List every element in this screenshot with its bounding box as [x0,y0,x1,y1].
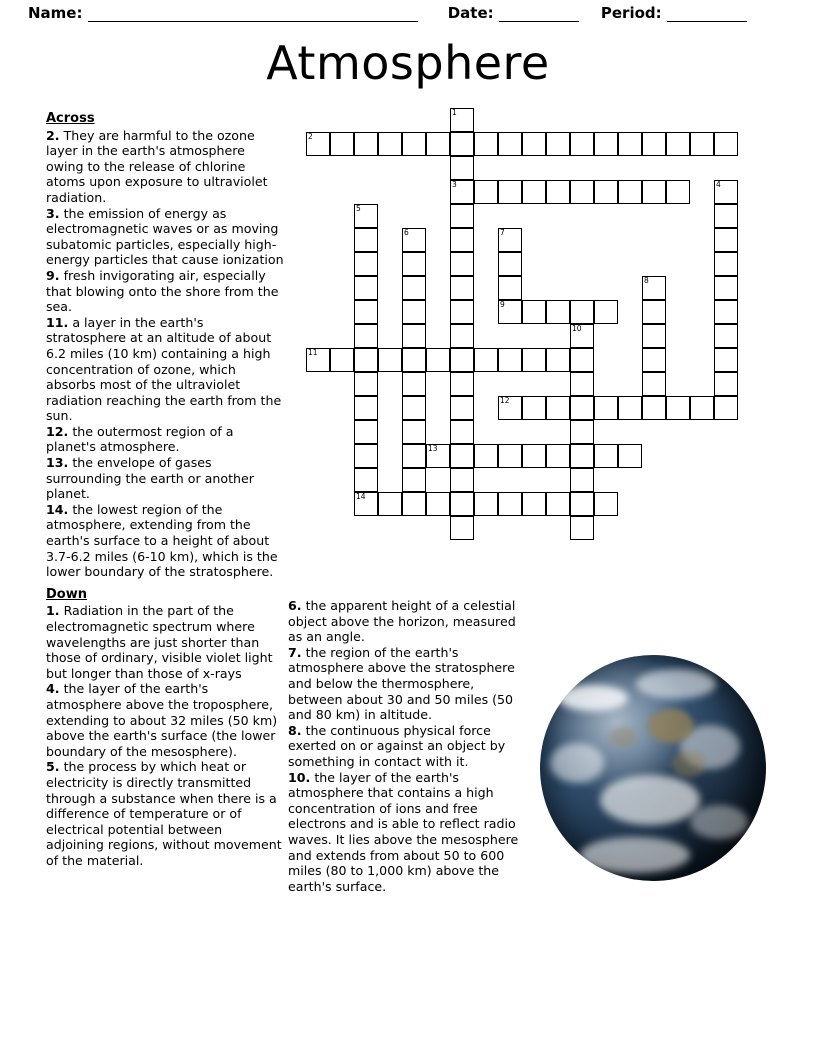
crossword-cell[interactable] [714,324,738,348]
crossword-cell[interactable] [714,348,738,372]
clue-down-4 [46,681,284,759]
date-input-rule[interactable] [499,9,579,22]
page-title: Atmosphere [266,36,550,90]
crossword-cell[interactable] [570,372,594,396]
clue-text: the layer of the earth's atmosphere above the troposphere, extending to about 32 miles (50 km) above the earth's surface (the lower boundary of the mesosphere). [46,681,278,759]
crossword-cell[interactable] [450,276,474,300]
clue-across-14 [46,502,284,580]
cell-number: 14 [356,492,366,501]
crossword-cell[interactable] [402,276,426,300]
clue-number: 8. [288,722,302,738]
crossword-cell[interactable] [546,348,570,372]
clue-down-8 [288,723,524,770]
crossword-cell[interactable] [354,324,378,348]
clue-across-9 [46,268,284,315]
clue-down-10 [288,770,524,895]
crossword-cell[interactable] [402,132,426,156]
crossword-cell[interactable] [570,132,594,156]
crossword-cell[interactable] [354,276,378,300]
clue-text: the region of the earth's atmosphere above the stratosphere and below the thermosphere, between about 30 and 50 miles (50 and 80 km) in altitude. [288,644,515,723]
student-info-header [0,0,816,26]
crossword-cell[interactable] [474,132,498,156]
crossword-cell[interactable] [498,396,522,420]
crossword-cell[interactable] [450,396,474,420]
crossword-cell[interactable] [714,276,738,300]
crossword-cell[interactable] [714,372,738,396]
crossword-cell[interactable] [354,300,378,324]
crossword-cell[interactable] [498,228,522,252]
crossword-cell[interactable] [570,180,594,204]
clue-number: 3. [46,205,60,221]
crossword-cell[interactable] [354,348,378,372]
crossword-cell[interactable] [594,132,618,156]
crossword-cell[interactable] [570,396,594,420]
clue-number: 4. [46,681,60,697]
crossword-cell[interactable] [450,516,474,540]
crossword-cell[interactable] [570,324,594,348]
crossword-cell[interactable] [714,228,738,252]
crossword-cell[interactable] [522,180,546,204]
crossword-cell[interactable] [450,132,474,156]
clue-text: the process by which heat or electricity is directly transmitted through a substance when there is a difference of temperature or of electrical potential between adjoining regions, without movement of the material. [46,759,282,868]
crossword-cell[interactable] [690,132,714,156]
crossword-cell[interactable] [570,420,594,444]
crossword-cell[interactable] [402,420,426,444]
crossword-cell[interactable] [642,276,666,300]
cell-number: 8 [644,276,649,285]
crossword-cell[interactable] [474,492,498,516]
crossword-cell[interactable] [354,204,378,228]
clue-across-11 [46,315,284,424]
crossword-cell[interactable] [402,372,426,396]
crossword-cell[interactable] [402,396,426,420]
crossword-cell[interactable] [426,444,450,468]
crossword-cell[interactable] [618,132,642,156]
crossword-cell[interactable] [498,300,522,324]
clues-column-middle [288,598,524,894]
earth-photo [540,655,766,881]
crossword-cell[interactable] [642,324,666,348]
crossword-cell[interactable] [570,300,594,324]
crossword-cell[interactable] [642,396,666,420]
clue-text: the continuous physical force exerted on or against an object by something in contact with it. [288,722,506,769]
crossword-cell[interactable] [450,204,474,228]
crossword-cell[interactable] [498,444,522,468]
crossword-cell[interactable] [570,468,594,492]
clue-number: 10. [288,769,311,785]
clue-text: the apparent height of a celestial object above the horizon, measured as an angle. [288,598,516,645]
clue-down-6 [288,598,524,645]
crossword-cell[interactable] [666,396,690,420]
crossword-cell[interactable] [450,252,474,276]
crossword-cell[interactable] [522,348,546,372]
crossword-cell[interactable] [498,180,522,204]
down-heading: Down [46,586,87,602]
crossword-cell[interactable] [546,132,570,156]
crossword-cell[interactable] [450,108,474,132]
crossword-cell[interactable] [498,276,522,300]
clue-text: the outermost region of a planet's atmosphere. [46,423,234,455]
crossword-cell[interactable] [474,348,498,372]
crossword-cell[interactable] [354,228,378,252]
crossword-cell[interactable] [546,300,570,324]
period-input-rule[interactable] [667,9,747,22]
crossword-cell[interactable] [642,132,666,156]
crossword-cell[interactable] [354,468,378,492]
clue-text: They are harmful to the ozone layer in the earth's atmosphere owing to the release of chlorine atoms upon exposure to ultraviolet radiation. [46,127,268,205]
clue-text: the envelope of gases surrounding the earth or another planet. [46,455,254,502]
clue-text: Radiation in the part of the electromagnetic spectrum where wavelengths are just shorter than those of ordinary, visible violet light but longer than those of x-rays [46,603,273,681]
cell-number: 13 [428,444,438,453]
clue-number: 13. [46,455,69,471]
crossword-cell[interactable] [714,180,738,204]
crossword-cell[interactable] [618,396,642,420]
name-label: Name: [28,4,83,22]
crossword-cell[interactable] [354,132,378,156]
crossword-cell[interactable] [522,300,546,324]
crossword-cell[interactable] [402,444,426,468]
clue-across-13 [46,455,284,502]
crossword-cell[interactable] [426,348,450,372]
crossword-cell[interactable] [306,132,330,156]
crossword-cell[interactable] [354,396,378,420]
clue-number: 11. [46,314,69,330]
crossword-cell[interactable] [402,348,426,372]
crossword-cell[interactable] [546,396,570,420]
crossword-cell[interactable] [402,252,426,276]
crossword-cell[interactable] [426,132,450,156]
crossword-cell[interactable] [450,372,474,396]
clue-text: fresh invigorating air, especially that blowing onto the shore from the sea. [46,267,279,315]
crossword-cell[interactable] [450,228,474,252]
crossword-cell[interactable] [714,396,738,420]
crossword-cell[interactable] [450,180,474,204]
clue-number: 6. [288,598,302,613]
crossword-cell[interactable] [642,372,666,396]
crossword-cell[interactable] [354,372,378,396]
cell-number: 6 [404,228,409,237]
crossword-cell[interactable] [522,444,546,468]
cell-number: 11 [308,348,318,357]
clue-down-1 [46,603,284,681]
clue-number: 1. [46,603,60,619]
name-input-rule[interactable] [88,9,418,22]
crossword-cell[interactable] [714,132,738,156]
crossword-cell[interactable] [330,132,354,156]
crossword-cell[interactable] [378,492,402,516]
crossword-cell[interactable] [498,252,522,276]
crossword-cell[interactable] [402,228,426,252]
clue-text: the layer of the earth's atmosphere that contains a high concentration of ions and free electrons and is able to reflect radio waves. It lies above the mesosphere and extends from about 50 to 600 miles (80 to 1,000 km) above the earth's surface. [288,769,519,894]
crossword-cell[interactable] [306,348,330,372]
crossword-cell[interactable] [690,396,714,420]
cell-number: 9 [500,300,505,309]
cell-number: 3 [452,180,457,189]
crossword-cell[interactable] [666,180,690,204]
crossword-cell[interactable] [546,492,570,516]
crossword-cell[interactable] [450,492,474,516]
clues-column-left [46,111,284,869]
clue-text: the emission of energy as electromagnetic waves or as moving subatomic particles, especially high-energy particles that cause ionization [46,205,284,268]
crossword-cell[interactable] [618,444,642,468]
clue-down-5 [46,759,284,868]
name-field [28,4,418,22]
crossword-cell[interactable] [714,204,738,228]
crossword-cell[interactable] [714,252,738,276]
crossword-cell[interactable] [450,420,474,444]
crossword-cell[interactable] [354,444,378,468]
crossword-cell[interactable] [378,348,402,372]
crossword-cell[interactable] [642,300,666,324]
crossword-cell[interactable] [642,348,666,372]
crossword-cell[interactable] [450,300,474,324]
crossword-cell[interactable] [522,492,546,516]
crossword-cell[interactable] [498,348,522,372]
cell-number: 7 [500,228,505,237]
date-label: Date: [447,4,494,22]
clue-text: a layer in the earth's stratosphere at an altitude of about 6.2 miles (10 km) containing a high concentration of ozone, which absorbs most of the ultraviolet radiation reaching the earth from the sun. [46,314,282,424]
crossword-cell[interactable] [594,300,618,324]
clue-number: 12. [46,423,69,439]
clue-number: 7. [288,644,302,660]
crossword-cell[interactable] [498,492,522,516]
clue-number: 9. [46,267,60,283]
crossword-cell[interactable] [450,348,474,372]
clue-text: the lowest region of the atmosphere, extending from the earth's surface to a height of about 3.7-6.2 miles (6-10 km), which is the lower boundary of the stratosphere. [46,501,278,580]
crossword-cell[interactable] [570,516,594,540]
crossword-cell[interactable] [570,348,594,372]
crossword-cell[interactable] [474,180,498,204]
crossword-cell[interactable] [450,324,474,348]
clue-across-2 [46,128,284,206]
crossword-cell[interactable] [402,300,426,324]
cell-number: 5 [356,204,361,213]
clue-number: 5. [46,759,60,775]
clue-number: 2. [46,127,60,143]
crossword-cell[interactable] [498,132,522,156]
period-label: Period: [600,4,662,22]
crossword-cell[interactable] [450,468,474,492]
crossword-cell[interactable] [666,132,690,156]
clue-across-12 [46,424,284,455]
clue-number: 14. [46,501,69,517]
clue-across-3 [46,206,284,268]
crossword-cell[interactable] [354,252,378,276]
crossword-cell[interactable] [402,324,426,348]
crossword-cell[interactable] [714,300,738,324]
crossword-cell[interactable] [354,420,378,444]
cell-number: 12 [500,396,510,405]
crossword-cell[interactable] [594,444,618,468]
cell-number: 10 [572,324,582,333]
across-heading: Across [46,111,95,126]
crossword-cell[interactable] [330,348,354,372]
crossword-cell[interactable] [546,444,570,468]
clue-down-7 [288,645,524,723]
crossword-cell[interactable] [570,444,594,468]
crossword-cell[interactable] [402,492,426,516]
crossword-cell[interactable] [594,180,618,204]
crossword-cell[interactable] [354,492,378,516]
earth-globe [540,655,766,881]
crossword-cell[interactable] [378,132,402,156]
period-field [601,4,747,22]
cell-number: 2 [308,132,313,141]
crossword-cell[interactable] [474,444,498,468]
crossword-cell[interactable] [546,180,570,204]
crossword-cell[interactable] [450,444,474,468]
crossword-cell[interactable] [594,492,618,516]
crossword-cell[interactable] [594,396,618,420]
cell-number: 4 [716,180,721,189]
crossword-cell[interactable] [522,132,546,156]
crossword-cell[interactable] [402,468,426,492]
crossword-cell[interactable] [618,180,642,204]
crossword-cell[interactable] [570,492,594,516]
date-field [448,4,579,22]
crossword-cell[interactable] [522,396,546,420]
crossword-cell[interactable] [642,180,666,204]
crossword-cell[interactable] [426,492,450,516]
crossword-cell[interactable] [450,156,474,180]
cell-number: 1 [452,108,457,117]
